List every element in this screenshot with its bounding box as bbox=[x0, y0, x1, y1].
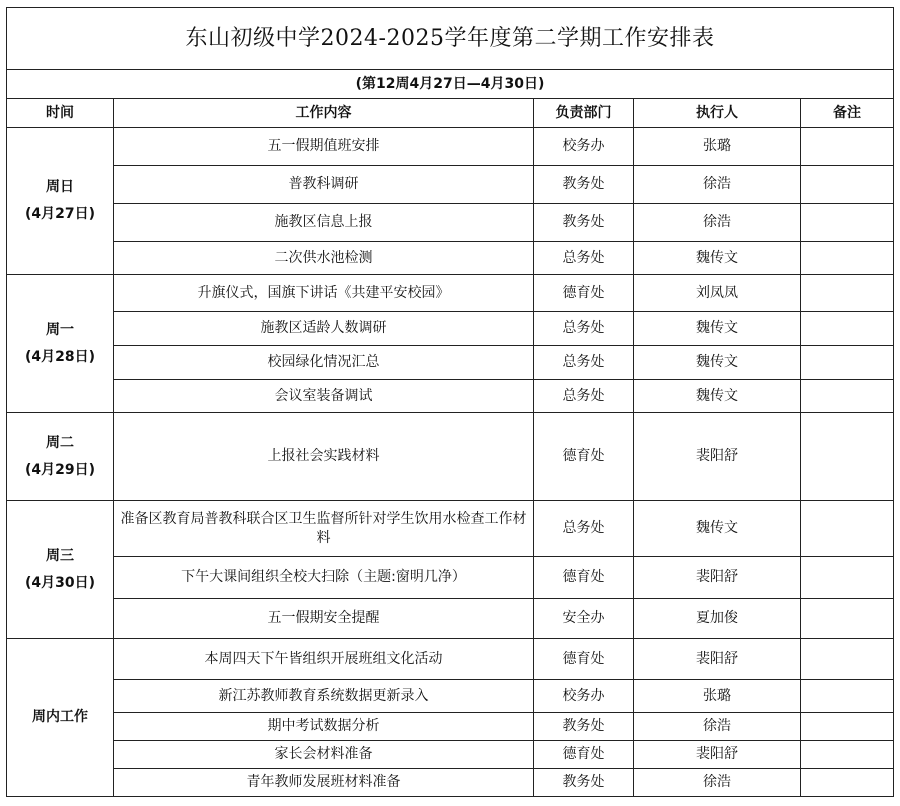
table-row bbox=[7, 713, 894, 741]
responsible-dept: 教务处 bbox=[534, 769, 634, 797]
executor: 刘凤凤 bbox=[634, 275, 801, 312]
task-content: 会议室装备调试 bbox=[114, 380, 534, 413]
responsible-dept: 教务处 bbox=[534, 166, 634, 204]
day-cell bbox=[7, 501, 114, 639]
header-person: 执行人 bbox=[634, 99, 801, 128]
executor: 张璐 bbox=[634, 680, 801, 713]
schedule-table bbox=[6, 7, 894, 797]
day-cell bbox=[7, 413, 114, 501]
remark bbox=[801, 128, 894, 166]
table-row bbox=[7, 639, 894, 680]
header-dept: 负责部门 bbox=[534, 99, 634, 128]
table-row bbox=[7, 275, 894, 312]
title-row bbox=[7, 8, 894, 70]
task-content: 期中考试数据分析 bbox=[114, 713, 534, 741]
subtitle-row bbox=[7, 70, 894, 99]
remark bbox=[801, 312, 894, 346]
responsible-dept: 德育处 bbox=[534, 275, 634, 312]
day-cell bbox=[7, 639, 114, 797]
table-row bbox=[7, 346, 894, 380]
responsible-dept: 德育处 bbox=[534, 639, 634, 680]
responsible-dept: 安全办 bbox=[534, 599, 634, 639]
responsible-dept: 总务处 bbox=[534, 380, 634, 413]
executor: 魏传文 bbox=[634, 242, 801, 275]
responsible-dept: 总务处 bbox=[534, 501, 634, 557]
task-content: 校园绿化情况汇总 bbox=[114, 346, 534, 380]
task-content: 上报社会实践材料 bbox=[114, 413, 534, 501]
task-content: 施教区适龄人数调研 bbox=[114, 312, 534, 346]
executor: 裴阳舒 bbox=[634, 639, 801, 680]
day-date: (4月30日) bbox=[24, 574, 96, 591]
executor: 徐浩 bbox=[634, 713, 801, 741]
table-row bbox=[7, 312, 894, 346]
responsible-dept: 总务处 bbox=[534, 312, 634, 346]
remark bbox=[801, 166, 894, 204]
task-content: 普教科调研 bbox=[114, 166, 534, 204]
task-content: 五一假期安全提醒 bbox=[114, 599, 534, 639]
table-row bbox=[7, 380, 894, 413]
executor: 徐浩 bbox=[634, 204, 801, 242]
table-row bbox=[7, 242, 894, 275]
table-row bbox=[7, 680, 894, 713]
responsible-dept: 教务处 bbox=[534, 204, 634, 242]
table-row bbox=[7, 413, 894, 501]
table-row bbox=[7, 599, 894, 639]
task-content: 升旗仪式，国旗下讲话《共建平安校园》 bbox=[114, 275, 534, 312]
responsible-dept: 总务处 bbox=[534, 242, 634, 275]
day-name: 周日 bbox=[46, 179, 74, 196]
remark bbox=[801, 599, 894, 639]
week-range: (第12周4月27日—4月30日) bbox=[7, 70, 894, 99]
task-content: 二次供水池检测 bbox=[114, 242, 534, 275]
remark bbox=[801, 680, 894, 713]
task-content: 青年教师发展班材料准备 bbox=[114, 769, 534, 797]
day-name: 周一 bbox=[46, 321, 74, 338]
day-cell bbox=[7, 128, 114, 275]
task-content: 家长会材料准备 bbox=[114, 741, 534, 769]
remark bbox=[801, 204, 894, 242]
responsible-dept: 校务办 bbox=[534, 680, 634, 713]
remark bbox=[801, 346, 894, 380]
responsible-dept: 教务处 bbox=[534, 713, 634, 741]
header-row bbox=[7, 99, 894, 128]
table-row bbox=[7, 166, 894, 204]
day-date: (4月27日) bbox=[24, 206, 96, 222]
table-row bbox=[7, 769, 894, 797]
header-content: 工作内容 bbox=[114, 99, 534, 128]
table-row bbox=[7, 741, 894, 769]
remark bbox=[801, 380, 894, 413]
remark bbox=[801, 275, 894, 312]
page-title: 东山初级中学2024-2025学年度第二学期工作安排表 bbox=[7, 8, 894, 70]
executor: 裴阳舒 bbox=[634, 741, 801, 769]
remark bbox=[801, 741, 894, 769]
day-name: 周二 bbox=[46, 434, 74, 451]
responsible-dept: 校务办 bbox=[534, 128, 634, 166]
task-content: 五一假期值班安排 bbox=[114, 128, 534, 166]
remark bbox=[801, 413, 894, 501]
day-cell bbox=[7, 275, 114, 413]
day-date: (4月28日) bbox=[24, 348, 96, 365]
remark bbox=[801, 501, 894, 557]
remark bbox=[801, 639, 894, 680]
responsible-dept: 德育处 bbox=[534, 557, 634, 599]
table-row bbox=[7, 557, 894, 599]
remark bbox=[801, 557, 894, 599]
executor: 魏传文 bbox=[634, 380, 801, 413]
remark bbox=[801, 769, 894, 797]
remark bbox=[801, 713, 894, 741]
executor: 裴阳舒 bbox=[634, 557, 801, 599]
executor: 魏传文 bbox=[634, 501, 801, 557]
day-name: 周三 bbox=[46, 547, 74, 564]
responsible-dept: 德育处 bbox=[534, 741, 634, 769]
task-content: 施教区信息上报 bbox=[114, 204, 534, 242]
executor: 魏传文 bbox=[634, 346, 801, 380]
executor: 徐浩 bbox=[634, 166, 801, 204]
remark bbox=[801, 242, 894, 275]
day-name: 周内工作 bbox=[32, 709, 88, 726]
task-content: 准备区教育局普教科联合区卫生监督所针对学生饮用水检查工作材料 bbox=[114, 501, 534, 557]
table-row bbox=[7, 501, 894, 557]
executor: 夏加俊 bbox=[634, 599, 801, 639]
task-content: 新江苏教师教育系统数据更新录入 bbox=[114, 680, 534, 713]
executor: 张璐 bbox=[634, 128, 801, 166]
responsible-dept: 德育处 bbox=[534, 413, 634, 501]
executor: 裴阳舒 bbox=[634, 413, 801, 501]
day-date: (4月29日) bbox=[24, 461, 96, 478]
executor: 徐浩 bbox=[634, 769, 801, 797]
task-content: 下午大课间组织全校大扫除（主题:窗明几净） bbox=[114, 557, 534, 599]
header-note: 备注 bbox=[801, 99, 894, 128]
header-time: 时间 bbox=[7, 99, 114, 128]
executor: 魏传文 bbox=[634, 312, 801, 346]
responsible-dept: 总务处 bbox=[534, 346, 634, 380]
table-row bbox=[7, 204, 894, 242]
table-row bbox=[7, 128, 894, 166]
task-content: 本周四天下午皆组织开展班组文化活动 bbox=[114, 639, 534, 680]
